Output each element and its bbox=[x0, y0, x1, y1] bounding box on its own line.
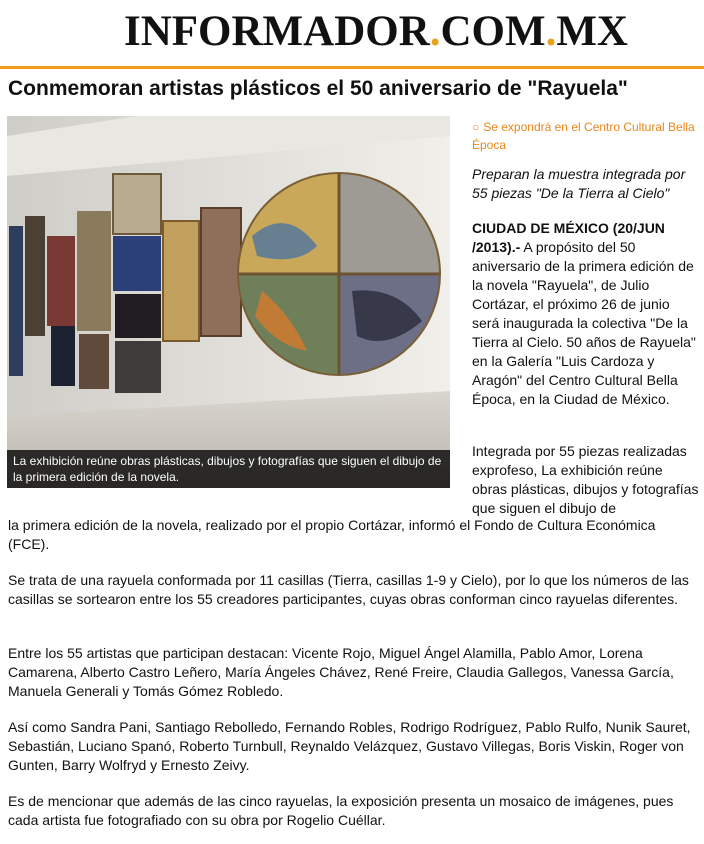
logo-text: INFORMADOR bbox=[124, 8, 430, 55]
header-divider bbox=[0, 66, 704, 69]
site-logo[interactable] bbox=[124, 8, 628, 56]
article-headline: Conmemoran artistas plásticos el 50 aniversario de "Rayuela" bbox=[8, 77, 628, 100]
logo-dot: . bbox=[429, 8, 441, 55]
paragraph-text: A propósito del 50 aniversario de la primera edición de la novela "Rayuela", de Julio Cortázar, el próximo 26 de junio será inaugurada la colectiva "De la Tierra al Cielo. 50 años de Rayuela" en la Galería "Luis Cardoza y Aragón" del Centro Cultural Bella Época, en la Ciudad de México. bbox=[472, 239, 696, 407]
logo-dot: . bbox=[545, 8, 557, 55]
gallery-photo-image bbox=[7, 116, 450, 488]
article-paragraph: Es de mencionar que además de las cinco rayuelas, la exposición presenta un mosaico de imágenes, pues cada artista fue fotografiado con su obra por Rogelio Cuéllar. bbox=[8, 793, 674, 828]
article-summary: Preparan la muestra integrada por 55 piezas "De la Tierra al Cielo" bbox=[472, 166, 686, 201]
article-paragraph: Integrada por 55 piezas realizadas exprofeso, La exhibición reúne obras plásticas, dibujos y fotografías que siguen el dibujo de bbox=[472, 443, 699, 516]
logo-text: COM bbox=[440, 8, 546, 55]
article-paragraph: la primera edición de la novela, realizado por el propio Cortázar, informó el Fondo de Cultura Económica (FCE). bbox=[8, 517, 656, 552]
article-paragraph bbox=[472, 219, 700, 409]
related-link-label: Se expondrá en el Centro Cultural Bella Época bbox=[472, 120, 695, 152]
masthead bbox=[0, 0, 704, 62]
bullet-icon: ○ bbox=[472, 120, 480, 134]
article-paragraph: Entre los 55 artistas que participan destacan: Vicente Rojo, Miguel Ángel Alamilla, Pablo Amor, Lorena Camarena, Alberto Castro Leñero, María Ángeles Chávez, René Freire, Claudia Gallegos, Vanessa García, Manuela Generali y Tomás Gómez Robledo. bbox=[8, 645, 674, 699]
article-paragraph: Así como Sandra Pani, Santiago Rebolledo, Fernando Robles, Rodrigo Rodríguez, Pablo Rulfo, Nunik Sauret, Sebastián, Luciano Spanó, Roberto Turnbull, Reynaldo Velázquez, Gustavo Villegas, Boris Viskin, Roger von Gunten, Barry Wolfryd y Ernesto Zeivy. bbox=[8, 719, 691, 773]
article-photo bbox=[7, 116, 450, 488]
logo-text: MX bbox=[556, 8, 628, 55]
related-link[interactable] bbox=[472, 118, 700, 154]
photo-caption: La exhibición reúne obras plásticas, dibujos y fotografías que siguen el dibujo de la primera edición de la novela. bbox=[7, 450, 450, 488]
dateline: CIUDAD DE MÉXICO (20/JUN /2013).- bbox=[472, 220, 665, 255]
article-paragraph: Se trata de una rayuela conformada por 11 casillas (Tierra, casillas 1-9 y Cielo), por lo que los números de las casillas se sortearon entre los 55 creadores participantes, cuyas obras conforman cinco rayuelas diferentes. bbox=[8, 572, 689, 607]
